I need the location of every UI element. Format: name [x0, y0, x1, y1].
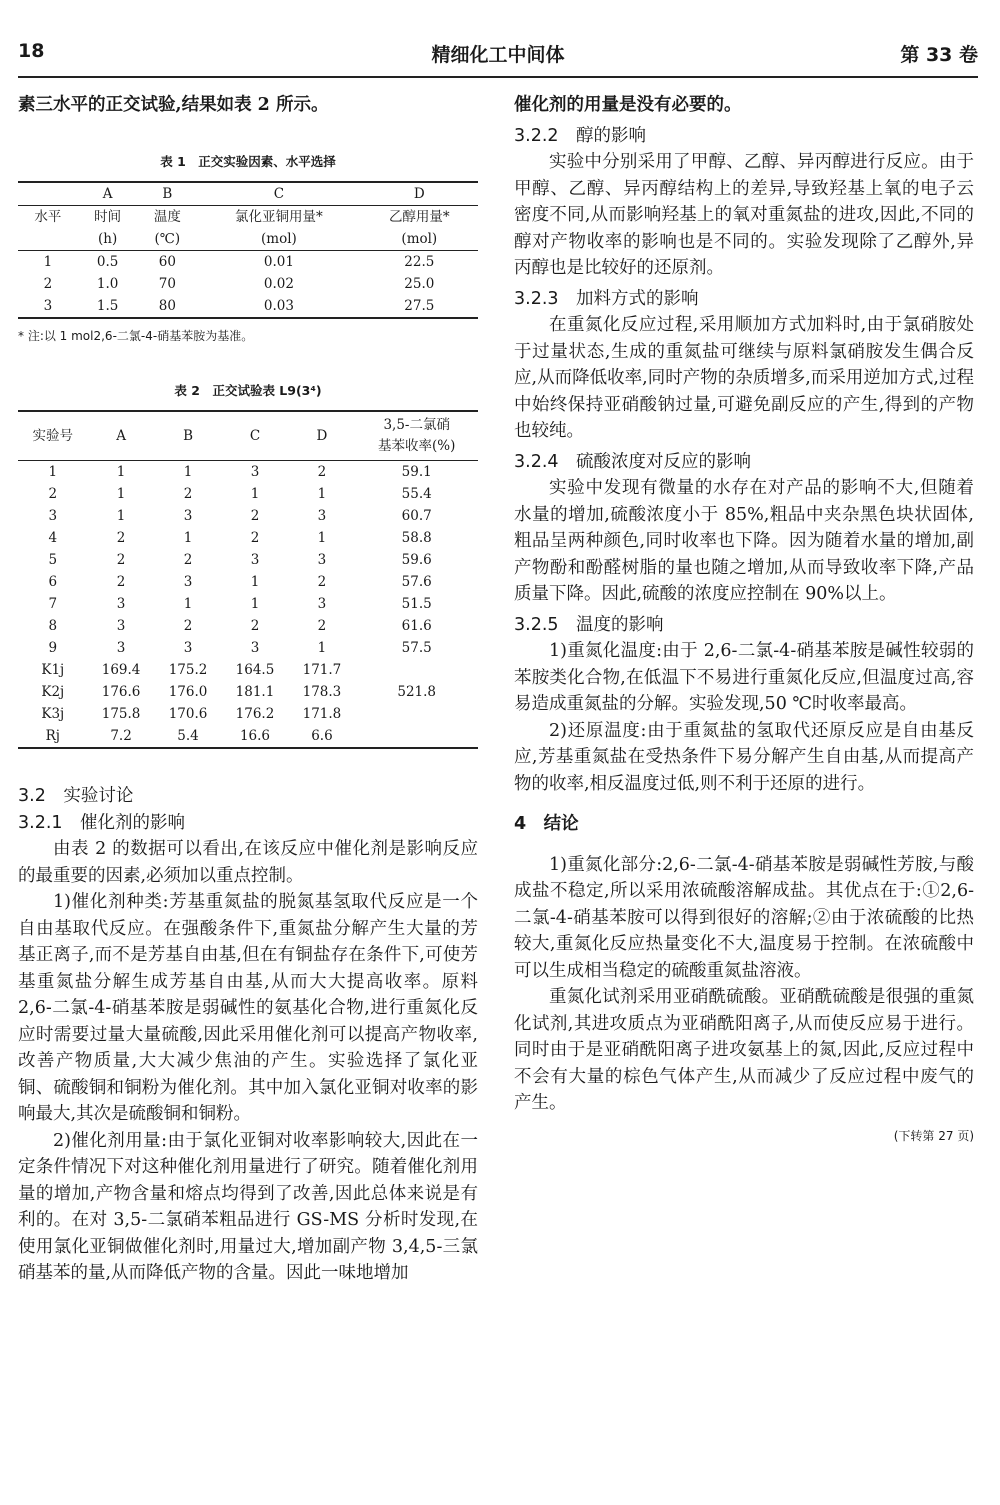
- paragraph: 实验中发现有微量的水存在对产品的影响不大,但随着水量的增加,硫酸浓度小于 85%,粗品中夹杂黑色块状固体,粗品呈两种颜色,同时收率也下降。因为随着水量的增加,副产物酚和酚醛树脂的量也随之增加,从而导致收率下降,产品质量下降。因此,硫酸的浓度应控制在 90%以上。: [514, 478, 974, 604]
- t2-header: 实验号: [32, 428, 74, 444]
- table2: [18, 410, 478, 749]
- section-3-2-3-heading: 3.2.3 加料方式的影响: [514, 288, 699, 309]
- section-3-2-4-heading: 3.2.4 硫酸浓度对反应的影响: [514, 451, 752, 472]
- t2-header: A: [116, 428, 126, 444]
- t2-header: B: [183, 428, 193, 444]
- table-row: Rj 7.2 5.4 16.6 6.6: [45, 728, 333, 744]
- t1-name: 时间: [94, 209, 122, 225]
- table-row: 2 1 2 1 1 55.4: [48, 486, 432, 502]
- paragraph: 实验中分别采用了甲醇、乙醇、异丙醇进行反应。由于甲醇、乙醇、异丙醇结构上的差异,导致羟基上氧的电子云密度不同,从而影响羟基上的氧对重氮盐的进攻,因此,不同的醇对产物收率的影响也是不同的。实验发现除了乙醇外,异丙醇也是比较好的还原剂。: [514, 152, 974, 278]
- t1-name: 温度: [153, 209, 181, 225]
- paragraph: 由表 2 的数据可以看出,在该反应中催化剂是影响反应的最重要的因素,必须加以重点控制。: [18, 839, 478, 886]
- t1-factor-b: B: [162, 186, 173, 202]
- table-row: 9 3 3 3 1 57.5: [48, 640, 432, 656]
- header-rule: [18, 76, 978, 78]
- t1-name: 氯化亚铜用量*: [235, 209, 323, 225]
- table-row: K3j 175.8 170.6 176.2 171.8: [41, 706, 342, 722]
- section-3-2-heading: 3.2 实验讨论: [18, 786, 134, 806]
- t2-header: C: [249, 428, 261, 444]
- t1-unit: (℃): [154, 231, 181, 247]
- table1-caption: 表 1 正交实验因素、水平选择: [160, 153, 336, 169]
- table-row: K1j 169.4 175.2 164.5 171.7: [41, 662, 342, 678]
- intro-text: 素三水平的正交试验,结果如表 2 所示。: [18, 95, 329, 115]
- t1-factor-a: A: [102, 186, 113, 202]
- t1-unit: (mol): [401, 231, 438, 247]
- t1-unit: (mol): [261, 231, 297, 247]
- section-4-heading: 4 结论: [514, 814, 579, 834]
- t1-factor-d: D: [413, 186, 425, 202]
- table-row: 4 2 1 2 1 58.8: [48, 530, 432, 546]
- page-header: [18, 40, 978, 66]
- table-row: 3 1.5 80 0.03 27.5: [43, 298, 435, 314]
- paragraph: 2)催化剂用量:由于氯化亚铜对收率影响较大,因此在一定条件情况下对这种催化剂用量进行了研究。随着催化剂用量的增加,产物含量和熔点均得到了改善,因此总体来说是有利的。在对 3,5-二氯硝苯粗品进行 GS-MS 分析时发现,在使用氯化亚铜做催化剂时,用量过大,增加副产物 3,4,5-三氯硝基苯的量,从而降低产物的含量。因此一味地增加: [18, 1130, 478, 1283]
- t1-unit: (h): [97, 231, 118, 247]
- table-row: 5 2 2 3 3 59.6: [48, 552, 432, 568]
- section-3-2-2-heading: 3.2.2 醇的影响: [514, 125, 647, 146]
- continued-note: (下转第 27 页): [893, 1128, 974, 1143]
- table-row: 8 3 2 2 2 61.6: [48, 618, 432, 634]
- volume-label: 第 33 卷: [900, 44, 978, 66]
- right-column: [514, 90, 974, 1149]
- left-column: [18, 90, 478, 1287]
- paragraph: 在重氮化反应过程,采用顺加方式加料时,由于氯硝胺处于过量状态,生成的重氮盐可继续与原料氯硝胺发生偶合反应,从而降低收率,同时产物的杂质增多,而采用逆加方式,过程中始终保持亚硝酸钠过量,可避免副反应的产生,得到的产物也较纯。: [514, 315, 974, 441]
- section-3-2-1-heading: 3.2.1 催化剂的影响: [18, 812, 186, 833]
- t1-name: 乙醇用量*: [388, 209, 450, 225]
- t2-header: D: [316, 428, 328, 444]
- paragraph: 催化剂的用量是没有必要的。: [514, 95, 742, 115]
- section-3-2-5-heading: 3.2.5 温度的影响: [514, 614, 664, 635]
- t1-factor-c: C: [273, 186, 285, 202]
- table1: [18, 181, 478, 319]
- table-row: 1 0.5 60 0.01 22.5: [43, 254, 435, 270]
- t2-header-yield: 3,5-二氯硝 基苯收率(%): [378, 417, 456, 454]
- table-row: 7 3 1 1 3 51.5: [48, 596, 432, 612]
- table-row: 1 1 1 3 2 59.1: [48, 464, 432, 480]
- table2-caption: 表 2 正交试验表 L9(3⁴): [174, 382, 322, 398]
- paragraph: 1)重氮化温度:由于 2,6-二氯-4-硝基苯胺是碱性较弱的苯胺类化合物,在低温下不易进行重氮化反应,但温度过高,容易造成重氮盐的分解。实验发现,50 ℃时收率最高。: [514, 641, 974, 714]
- paragraph: 2)还原温度:由于重氮盐的氢取代还原反应是自由基反应,芳基重氮盐在受热条件下易分解产生自由基,从而提高产物的收率,相反温度过低,则不利于还原的进行。: [514, 720, 974, 794]
- paragraph: 1)重氮化部分:2,6-二氯-4-硝基苯胺是弱碱性芳胺,与酸成盐不稳定,所以采用浓硫酸溶解成盐。其优点在于:①2,6-二氯-4-硝基苯胺可以得到很好的溶解;②由于浓硫酸的比热较大,重氮化反应热量变化不大,温度易于控制。在浓硫酸中可以生成相当稳定的硫酸重氮盐溶液。: [514, 854, 974, 981]
- t1-level-header: 水平: [34, 209, 62, 225]
- page-number: 18: [18, 40, 45, 62]
- table-row: K2j 176.6 176.0 181.1 178.3 521.8: [41, 684, 437, 700]
- paragraph: 1)催化剂种类:芳基重氮盐的脱氮基氢取代反应是一个自由基取代反应。在强酸条件下,重氮盐分解产生大量的芳基正离子,而不是芳基自由基,但在有铜盐存在条件下,可使芳基重氮盐分解生成芳基自由基,从而大大提高收率。原料 2,6-二氯-4-硝基苯胺是弱碱性的氨基化合物,进行重氮化反应时需要过量大量硫酸,因此采用催化剂可以提高产物收率,改善产物质量,大大减少焦油的产生。实验选择了氯化亚铜、硫酸铜和铜粉为催化剂。其中加入氯化亚铜对收率的影响最大,其次是硫酸铜和铜粉。: [18, 892, 478, 1124]
- table-row: 6 2 3 1 2 57.6: [48, 574, 432, 590]
- table1-note: * 注:以 1 mol2,6-二氯-4-硝基苯胺为基准。: [18, 329, 254, 343]
- table-row: 2 1.0 70 0.02 25.0: [43, 276, 435, 292]
- paragraph: 重氮化试剂采用亚硝酰硫酸。亚硝酰硫酸是很强的重氮化试剂,其进攻质点为亚硝酰阳离子,从而使反应易于进行。同时由于是亚硝酰阳离子进攻氨基上的氮,因此,反应过程中不会有大量的棕色气体产生,从而减少了反应过程中废气的产生。: [514, 987, 974, 1113]
- table-row: 3 1 3 2 3 60.7: [48, 508, 432, 524]
- journal-title: 精细化工中间体: [431, 44, 565, 66]
